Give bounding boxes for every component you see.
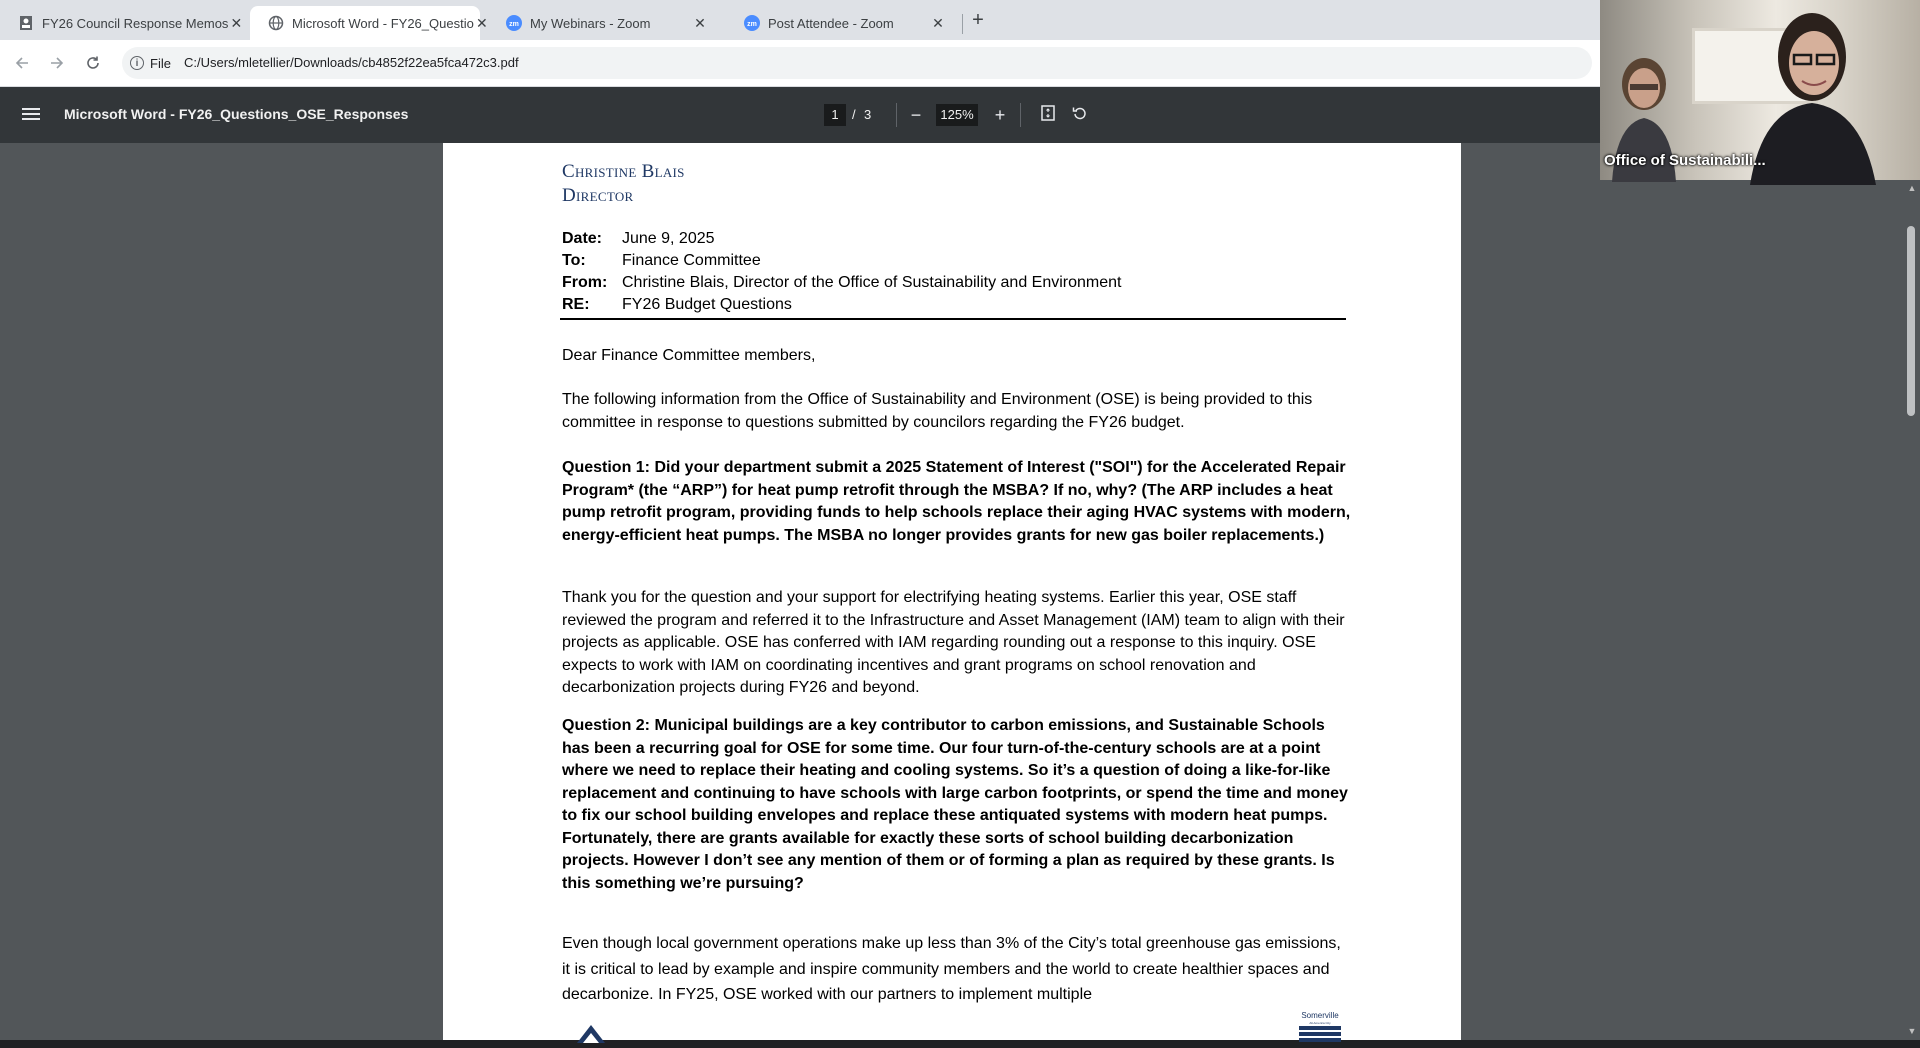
url-text[interactable]: C:/Users/mletellier/Downloads/cb4852f22ea5fca472c3.pdf	[184, 55, 519, 70]
zoom-out-button[interactable]: −	[910, 105, 922, 125]
intro-paragraph: The following information from the Office of Sustainability and Environment (OSE) is being provided to this committee in response to questions submitted by councilors regarding the FY26 budget.	[562, 391, 1313, 431]
memo-divider	[560, 318, 1346, 320]
memo-re: RE: FY26 Budget Questions	[562, 296, 792, 313]
pdf-viewer	[0, 143, 1920, 1040]
close-icon[interactable]: ✕	[694, 15, 706, 31]
zoom-level-input[interactable]: 125%	[936, 104, 978, 126]
tab-post-attendee-zoom[interactable]	[726, 6, 956, 40]
scroll-down-icon[interactable]: ▼	[1907, 1026, 1917, 1036]
tab-strip	[0, 0, 1600, 40]
scrollbar-thumb[interactable]	[1907, 226, 1915, 416]
site-info-label: File	[150, 55, 171, 71]
video-tile[interactable]	[1600, 0, 1920, 180]
menu-icon[interactable]	[22, 105, 40, 125]
tab-title: My Webinars - Zoom	[530, 15, 651, 31]
somerville-logo	[1295, 1010, 1345, 1042]
browser-toolbar	[0, 40, 1600, 87]
address-bar[interactable]	[122, 47, 1592, 79]
reload-icon	[85, 55, 101, 71]
page-separator: /	[852, 107, 856, 122]
toolbar-divider	[1020, 103, 1021, 127]
arrow-right-icon	[49, 55, 65, 71]
zoom-icon	[744, 15, 760, 31]
zoom-icon	[506, 15, 522, 31]
site-info-chip[interactable]	[130, 53, 171, 73]
close-icon[interactable]: ✕	[932, 15, 944, 31]
page-number-input[interactable]: 1	[824, 104, 846, 126]
tab-title: Post Attendee - Zoom	[768, 15, 894, 31]
tab-microsoft-word[interactable]	[250, 6, 488, 40]
page-total: 3	[864, 107, 872, 122]
author-title: Director	[562, 185, 634, 206]
city-logo-left	[571, 1021, 611, 1043]
close-icon[interactable]: ✕	[230, 15, 243, 31]
tab-title: FY26 Council Response Memos	[42, 15, 229, 31]
svg-text:Somerville: Somerville	[1301, 1011, 1339, 1020]
answer-1: Thank you for the question and your support for electrifying heating systems. Earlier this year, OSE staff reviewed the program and referred it to the Infrastructure and Asset Management (IAM) team to align with their projects as applicable. OSE has conferred with IAM regarding rounding out a response to this inquiry. OSE expects to work with IAM on coordinating incentives and grant programs on school renovation and decarbonization projects during FY26 and beyond.	[562, 589, 1345, 696]
arrow-left-icon	[14, 55, 30, 71]
forward-button[interactable]	[46, 52, 68, 74]
memo-from: From: Christine Blais, Director of the Office of Sustainability and Environment	[562, 274, 1122, 291]
svg-text:All-America City: All-America City	[1309, 1021, 1331, 1025]
tab-divider	[962, 14, 963, 34]
memo-to: To: Finance Committee	[562, 252, 761, 269]
zoom-badge-text: zm	[747, 21, 757, 28]
info-icon: i	[130, 56, 144, 70]
back-button[interactable]	[11, 52, 33, 74]
close-icon[interactable]: ✕	[475, 15, 488, 31]
author-name: Christine Blais	[562, 161, 685, 182]
salutation: Dear Finance Committee members,	[562, 347, 816, 364]
new-tab-button[interactable]: +	[972, 9, 984, 31]
pdf-page	[443, 143, 1461, 1040]
pdf-toolbar	[0, 87, 1600, 143]
question-1: Question 1: Did your department submit a 2025 Statement of Interest ("SOI") for the Accelerated Repair Program* (the “ARP”) for heat pump retrofit through the MSBA? If no, why? (The ARP includes a heat pump retrofit program, providing funds to help schools replace their aging HVAC systems with modern, energy-efficient heat pumps. The MSBA no longer provides grants for new gas boiler replacements.)	[562, 459, 1351, 544]
rotate-button[interactable]	[1068, 103, 1092, 127]
participant-name: Office of Sustainabili...	[1604, 152, 1766, 169]
reload-button[interactable]	[82, 52, 104, 74]
tab-title: Microsoft Word - FY26_Questio	[292, 15, 474, 31]
tab-fy26-council-memos[interactable]	[0, 6, 244, 40]
fit-page-icon	[1041, 105, 1055, 121]
document-icon	[18, 15, 34, 31]
toolbar-divider	[896, 103, 897, 127]
zoom-in-button[interactable]: +	[994, 105, 1006, 125]
scroll-up-icon[interactable]: ▲	[1907, 183, 1917, 193]
memo-date: Date: June 9, 2025	[562, 230, 715, 247]
question-2: Question 2: Municipal buildings are a key contributor to carbon emissions, and Sustainable Schools has been a recurring goal for OSE for some time. Our four turn-of-the-century schools are at a point where we need to replace their heating and cooling systems. So it’s a question of doing a like-for-like replacement and continuing to have schools with large carbon footprints, or spend the time and money to fix our school building envelopes and replace these antiquated systems with modern heat pumps. Fortunately, there are grants available for exactly these sorts of school building decarbonization projects. However I don’t see any mention of them or of forming a plan as required by these grants. Is this something we’re pursuing?	[562, 717, 1348, 892]
rotate-icon	[1072, 105, 1088, 121]
answer-2: Even though local government operations make up less than 3% of the City’s total greenhouse gas emissions, it is critical to lead by example and inspire community members and the world to create healthier spaces and decarbonize. In FY25, OSE worked with our partners to implement multiple	[562, 935, 1341, 1003]
tab-my-webinars-zoom[interactable]	[488, 6, 718, 40]
fit-page-button[interactable]	[1036, 103, 1060, 127]
pdf-document-title: Microsoft Word - FY26_Questions_OSE_Responses	[64, 106, 409, 122]
zoom-badge-text: zm	[509, 21, 519, 28]
participant-figure	[1750, 5, 1880, 185]
globe-icon	[268, 15, 284, 31]
